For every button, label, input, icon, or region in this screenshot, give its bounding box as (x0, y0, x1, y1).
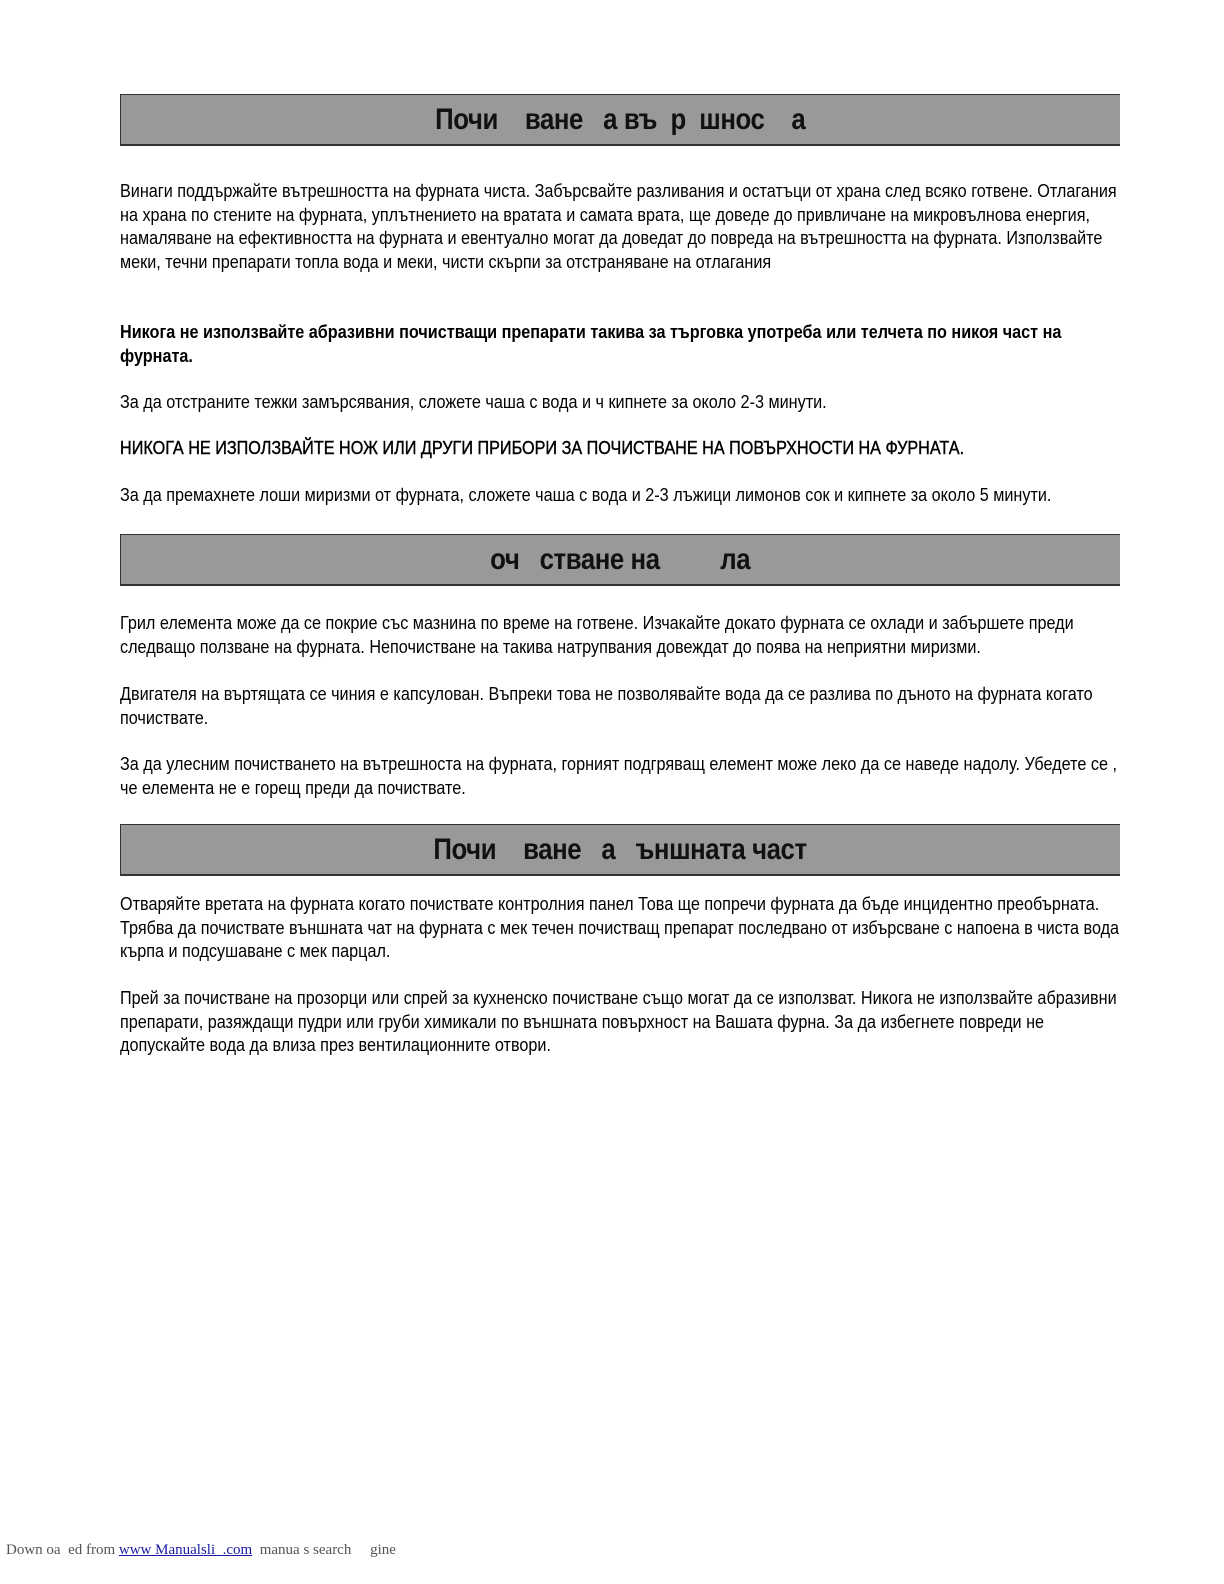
paragraph: Двигателя на въртящата се чиния е капсулован. Въпреки това не позволявайте вода да се разлива по дъното на фурната когато почиствате. (120, 684, 1093, 728)
warning-paragraph: НИКОГА НЕ ИЗПОЛЗВАЙТЕ НОЖ ИЛИ ДРУГИ ПРИБОРИ ЗА ПОЧИСТВАНЕ НА ПОВЪРХНОСТИ НА ФУРНАТА. (120, 438, 965, 458)
section-title: Почи ване а въ р шнос а (435, 102, 806, 136)
paragraph: За да премахнете лоши миризми от фурната, сложете чаша с вода и 2-3 лъжици лимонов сок и кипнете за около 5 минути. (120, 485, 1052, 505)
paragraph: За да улесним почистването на вътрешноста на фурната, горният подгряващ елемент може леко да се наведе надолу. Убедете се , че елемента не е горещ преди да почиствате. (120, 754, 1117, 798)
footer-suffix: manua s search gine (252, 1542, 396, 1558)
download-footer (6, 1542, 396, 1559)
section-header-interior (120, 94, 1120, 146)
paragraph: За да отстраните тежки замърсявания, сложете чаша с вода и ч кипнете за около 2-3 минути. (120, 392, 827, 412)
paragraph: Прей за почистване на прозорци или спрей за кухненско почистване също могат да се използват. Никога не използвайте абразивни препарати, разяждащи пудри или груби химикали по външната повърхност на Вашата фурна. За да избегнете повреди не допускайте вода да влиза през вентилационните отвори. (120, 988, 1117, 1055)
section-title: Почи ване а ъншната част (433, 832, 808, 866)
footer-prefix: Down oa ed from (6, 1542, 119, 1558)
section-header-grill (120, 534, 1120, 586)
paragraph: Грил елемента може да се покрие със мазнина по време на готвене. Изчакайте докато фурната се охлади и забършете преди следващо ползване на фурната. Непочистване на такива натрупвания довеждат до поява на неприятни миризми. (120, 613, 1074, 657)
paragraph: Винаги поддържайте вътрешността на фурната чиста. Забърсвайте разливания и остатъци от храна след всяко готвене. Отлагания на храна по стените на фурната, уплътнението на вратата и самата врата, ще доведе до привличане на микровълнова енергия, намаляване на ефективността на фурната и евентуално могат да доведат до повреда на вътрешността на фурната. Използвайте меки, течни препарати топла вода и меки, чисти скърпи за отстраняване на отлагания (120, 181, 1117, 272)
warning-paragraph: Никога не използвайте абразивни почистващи препарати такива за търговка употреба или телчета по никоя част на фурната. (120, 322, 1062, 366)
section-title: оч стване на ла (490, 542, 751, 576)
paragraph: Отваряйте вретата на фурната когато почиствате контролния панел Това ще попречи фурната да бъде инцидентно преобърната. Трябва да почиствате външната чат на фурната с мек течен почистващ препарат последвано от избърсване с напоена в чиста вода кърпа и подсушаване с мек парцал. (120, 894, 1120, 961)
section-header-exterior (120, 824, 1120, 876)
manualslib-link[interactable]: www Manualsli .com (118, 1542, 253, 1558)
